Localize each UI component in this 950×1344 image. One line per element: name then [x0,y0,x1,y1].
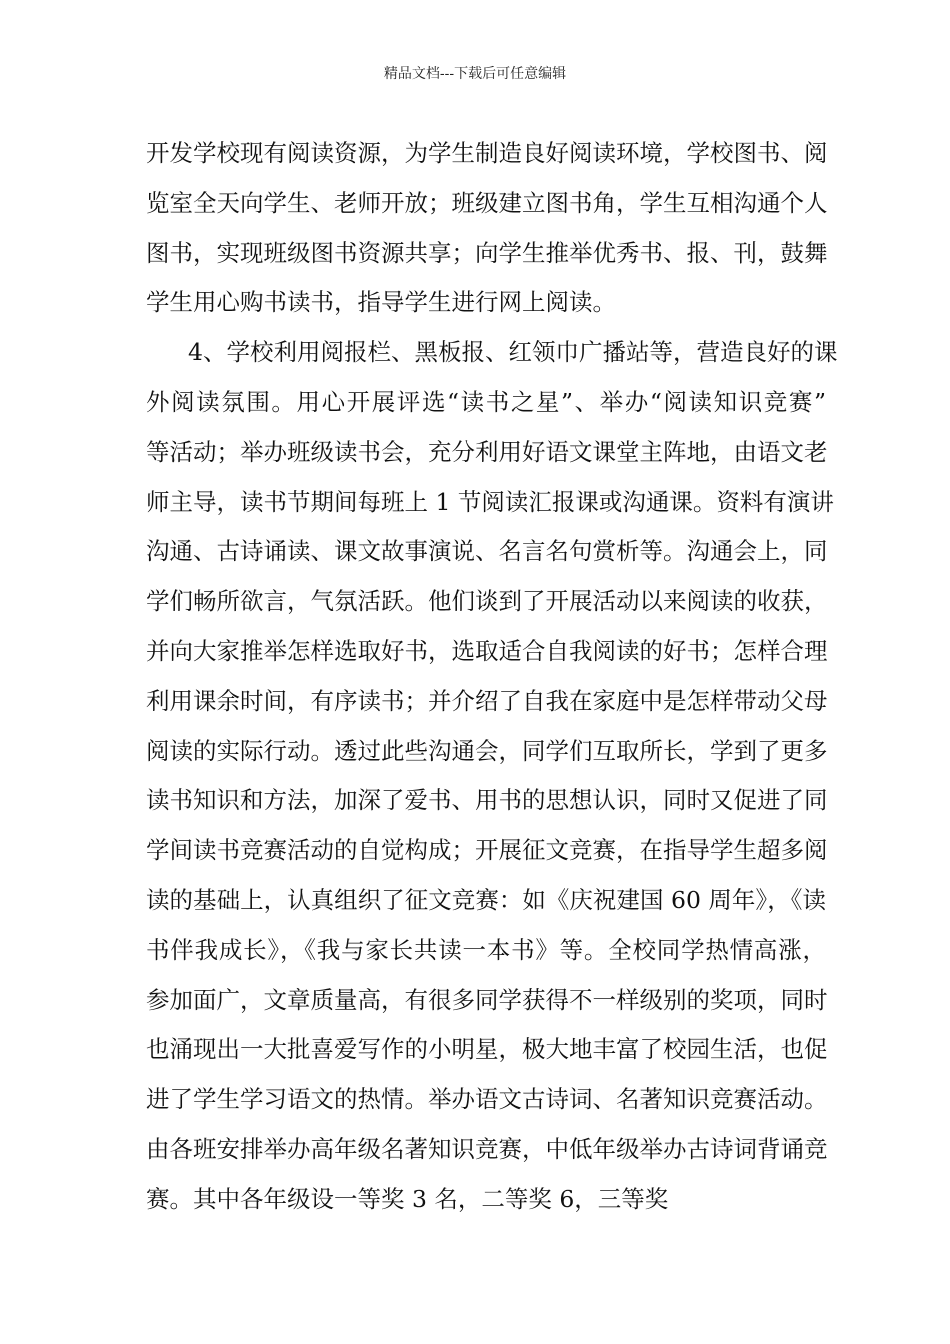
text-line: 4、学校利用阅报栏、黑板报、红领巾广播站等，营造良好的课 [188,338,838,367]
text-line: 书伴我成长》，《我与家长共读一本书》等。全校同学热情高涨， [146,935,826,964]
text-line: 利用课余时间，有序读书；并介绍了自我在家庭中是怎样带动父母 [146,686,828,715]
text-line: 读书知识和方法，加深了爱书、用书的思想认识，同时又促进了同 [146,786,828,815]
document-body [146,129,838,1225]
text-line: 沟通、古诗诵读、课文故事演说、名言名句赏析等。沟通会上，同 [146,537,828,566]
text-line: 读的基础上，认真组织了征文竞赛：如《庆祝建国 60 周年》，《读 [146,885,826,914]
text-line: 开发学校现有阅读资源，为学生制造良好阅读环境，学校图书、阅 [146,139,828,167]
text-line: 外阅读氛围。用心开展评选“读书之星”、举办“阅读知识竞赛” [146,387,826,416]
text-line: 学生用心购书读书，指导学生进行网上阅读。 [146,288,616,317]
text-line: 赛。其中各年级设一等奖 3 名，二等奖 6，三等奖 [146,1184,669,1213]
text-line: 等活动；举办班级读书会，充分利用好语文课堂主阵地，由语文老 [146,437,828,466]
text-line: 由各班安排举办高年级名著知识竞赛，中低年级举办古诗词背诵竞 [146,1134,828,1163]
text-line: 图书，实现班级图书资源共享；向学生推举优秀书、报、刊，鼓舞 [146,238,828,267]
text-line: 学们畅所欲言，气氛活跃。他们谈到了开展活动以来阅读的收获， [146,587,828,616]
text-line: 师主导，读书节期间每班上 1 节阅读汇报课或沟通课。资料有演讲 [146,487,834,516]
text-line: 也涌现出一大批喜爱写作的小明星，极大地丰富了校园生活，也促 [146,1035,828,1064]
text-line: 参加面广，文章质量高，有很多同学获得不一样级别的奖项，同时 [146,985,828,1014]
text-line: 览室全天向学生、老师开放；班级建立图书角，学生互相沟通个人 [146,188,828,217]
text-line: 进了学生学习语文的热情。举办语文古诗词、名著知识竞赛活动。 [146,1085,828,1114]
page-header: 精品文档---下载后可任意编辑 [383,66,567,82]
text-line: 并向大家推举怎样选取好书，选取适合自我阅读的好书；怎样合理 [146,636,828,665]
text-line: 阅读的实际行动。透过此些沟通会，同学们互取所长，学到了更多 [146,736,828,765]
text-line: 学间读书竞赛活动的自觉构成；开展征文竞赛，在指导学生超多阅 [146,836,828,865]
